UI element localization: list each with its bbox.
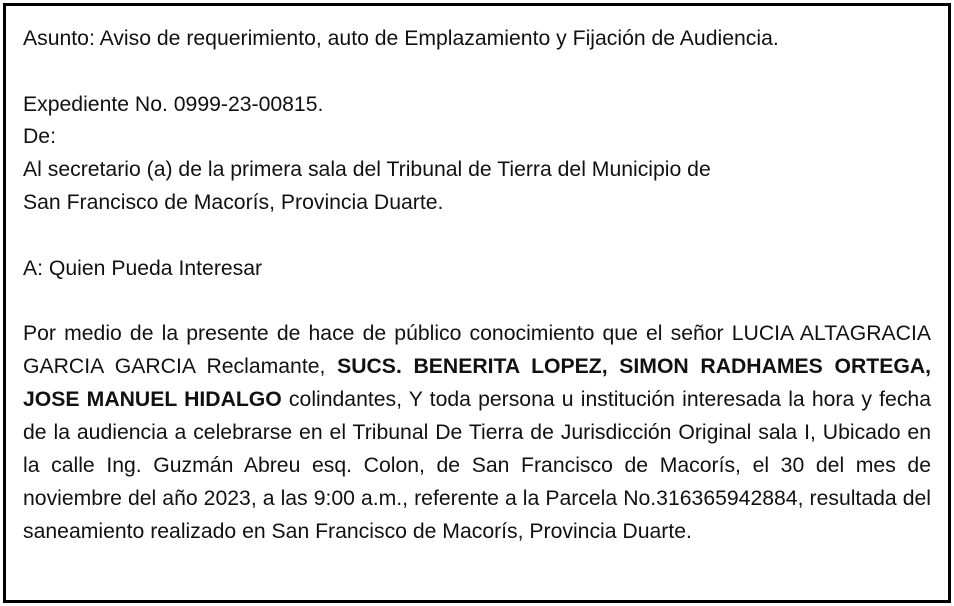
recipient-line: A: Quien Pueda Interesar	[23, 256, 263, 280]
subject-line: Asunto: Aviso de requerimiento, auto de Emplazamiento y Fijación de Audiencia.	[23, 27, 779, 50]
spacer	[23, 285, 931, 318]
file-number: Expediente No. 0999-23-00815.	[23, 92, 324, 116]
from-line-2: San Francisco de Macorís, Provincia Duarte.	[23, 190, 444, 214]
body-bold-parties: SUCS. BENERITA LOPEZ, SIMON RADHAMES ORTEGA, JOSE MANUEL HIDALGO	[23, 355, 932, 411]
body-paragraph	[23, 318, 931, 548]
from-label: De:	[23, 125, 56, 149]
body-rest: colindantes, Y toda persona u institución interesada la hora y fecha de la audiencia a celebrarse en el Tribunal De Tierra de Jurisdicción Original sala I, Ubicado en la calle Ing. Guzmán Abreu esq. Colon, de San Francisco de Macorís, el 30 del mes de noviembre del año 2023, a las 9:00 a.m., referente a la Parcela No.316365942884, resultada del saneamiento realizado en San Francisco de Macorís, Provincia Duarte.	[23, 387, 931, 543]
notice-content	[23, 23, 931, 549]
notice-box	[3, 3, 951, 603]
spacer	[23, 56, 931, 89]
spacer	[23, 220, 931, 253]
body-intro: Por medio de la presente de hace de público conocimiento que el señor LUCIA ALTAGRACIA GARCIA GARCIA Reclamante,	[23, 322, 931, 379]
from-line-1: Al secretario (a) de la primera sala del Tribunal de Tierra del Municipio de	[23, 158, 711, 182]
